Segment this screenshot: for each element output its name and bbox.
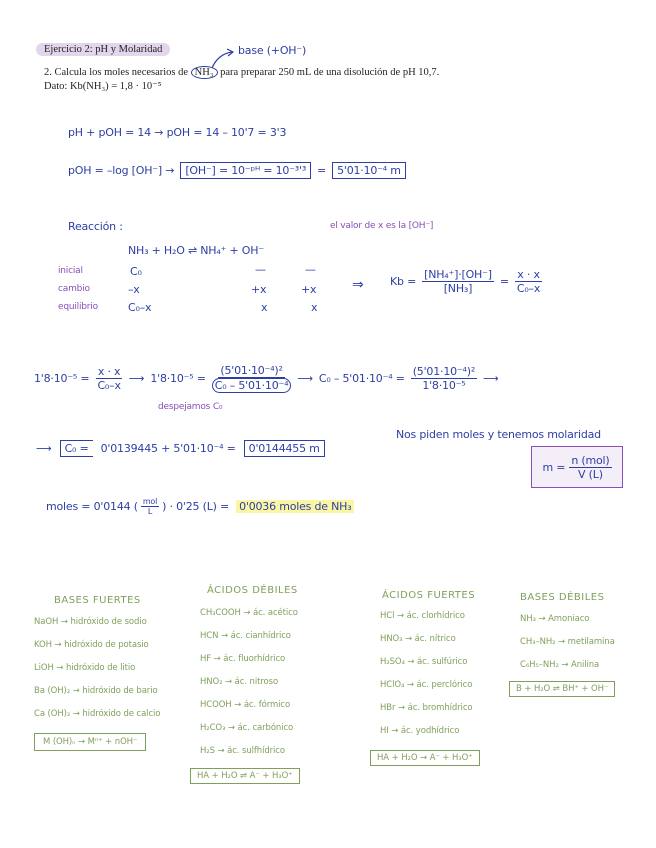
m-denominator: V (L) [578,467,603,481]
circled-compound: NH₃ [191,66,218,79]
f1-numerator: x · x [97,365,121,378]
list-item: HNO₂ → ác. nitroso [200,677,279,687]
moles-note: Nos piden moles y tenemos molaridad [396,428,601,441]
kb-value-b: 1'8·10⁻⁵ = [150,372,206,385]
equals-sign: = [317,164,327,177]
f2-denominator: C₀ – 5'01·10⁻⁴ [212,378,292,393]
kb-denominator: [NH₃] [443,282,473,295]
moles-expression-b: ) · 0'25 (L) = [162,500,230,513]
list-item: C₆H₅–NH₂ → Anilina [520,660,600,670]
f1-denominator: C₀–x [97,379,121,392]
fraction-3 [411,365,477,392]
nh3-cambio: –x [128,283,140,296]
moles-line [46,497,354,516]
list-item: HF → ác. fluorhídrico [200,654,286,664]
molarity-formula-box [531,446,623,488]
arrow-1: ⟶ [128,372,145,385]
kb-numerator: [NH₄⁺]·[OH⁻] [424,268,492,281]
dato-line: Dato: Kb(NH₃) = 1,8 · 10⁻⁵ [44,81,162,92]
co-sum: 0'0139445 + 5'01·10⁻⁴ = [100,442,236,455]
table-title-bases-fuertes: BASES FUERTES [54,595,141,606]
problem-statement [44,67,439,78]
oh-cambio: +x [301,283,317,296]
list-item: HClO₄ → ác. perclórico [380,680,473,690]
nh3-equilibrio: C₀–x [128,301,152,314]
list-item: CH₃–NH₂ → metilamina [520,637,615,647]
list-item: Ba (OH)₂ → hidróxido de bario [34,686,158,696]
statement-number: 2. [44,67,52,78]
co-expression: C₀ – 5'01·10⁻⁴ = [318,372,405,385]
list-item: H₂SO₄ → ác. sulfúrico [380,657,468,667]
co-label-box: C₀ = [60,440,93,457]
table-title-bases-debiles: BASES DÉBILES [520,592,605,603]
kb2-numerator: x · x [517,268,540,281]
poh-definition: pOH = –log [OH⁻] → [68,164,175,177]
row-label-equilibrio: equilibrio [58,302,98,312]
nh4-cambio: +x [251,283,267,296]
general-equation-box: B + H₂O ⇌ BH⁺ + OH⁻ [509,681,615,697]
list-item: LiOH → hidróxido de litio [34,663,136,673]
statement-part-b: para preparar 250 mL de una disolución de pH 10,7. [220,67,440,78]
general-equation-box: HA + H₂O → A⁻ + H₃O⁺ [370,750,480,766]
co-result-line [36,440,325,457]
unit-numerator: mol [142,497,158,506]
oh-inicial: — [305,263,316,276]
oh-result-box: 5'01·10⁻⁴ m [332,162,406,179]
co-result-box: 0'0144455 m [244,440,325,457]
oh-equilibrio: x [311,301,318,314]
reaction-equation: NH₃ + H₂O ⇌ NH₄⁺ + OH⁻ [128,244,264,257]
kb-value-a: 1'8·10⁻⁵ = [34,372,90,385]
moles-result-highlight: 0'0036 moles de NH₃ [236,500,354,513]
list-item: HBr → ác. bromhídrico [380,703,473,713]
list-item: Ca (OH)₂ → hidróxido de calcio [34,709,161,719]
kb-expression [390,268,542,295]
arrow-3: ⟶ [483,372,499,385]
oh-box: [OH⁻] = 10⁻ᵖᴴ = 10⁻³'³ [180,162,311,179]
moles-expression-a: moles = 0'0144 ( [46,500,138,513]
result-arrow: ⟶ [36,442,52,455]
nh4-inicial: — [255,263,266,276]
f3-denominator: 1'8·10⁻⁵ [422,379,466,392]
implies-arrow: ⇒ [352,277,364,293]
unit-fraction [141,497,159,516]
list-item: H₂S → ác. sulfhídrico [200,746,285,756]
kb-fraction [422,268,494,295]
m-label: m = [542,460,566,474]
exercise-tag: Ejercicio 2: pH y Molaridad [36,43,170,56]
general-equation-box: M (OH)ₙ → Mⁿ⁺ + nOH⁻ [34,733,146,751]
oh-concentration-line [68,162,406,179]
x-value-note: el valor de x es la [OH⁻] [330,221,434,231]
unit-denominator: L [147,507,153,516]
general-equation-box: HA + H₂O ⇌ A⁻ + H₃O⁺ [190,768,300,784]
table-title-acidos-fuertes: ÁCIDOS FUERTES [382,590,476,601]
kb-equals: = [499,275,509,288]
nh3-inicial: C₀ [130,265,142,278]
list-item: HI → ác. yodhídrico [380,726,460,736]
list-item: HCl → ác. clorhídrico [380,611,465,621]
list-item: NaOH → hidróxido de sodio [34,617,147,627]
kb-label: Kb = [390,275,417,288]
list-item: NH₃ → Amoniaco [520,614,590,624]
kb2-denominator: C₀–x [516,282,541,295]
f2-numerator: (5'01·10⁻⁴)² [220,364,283,377]
fraction-2 [212,364,292,393]
list-item: H₂CO₃ → ác. carbónico [200,723,294,733]
table-title-acidos-debiles: ÁCIDOS DÉBILES [207,585,298,596]
reaction-title: Reacción : [68,220,123,233]
list-item: HCOOH → ác. fórmico [200,700,291,710]
molarity-fraction [569,454,611,481]
list-item: KOH → hidróxido de potasio [34,640,149,650]
despejamos-note: despejamos C₀ [158,402,223,412]
row-label-cambio: cambio [58,284,90,294]
arrow-2: ⟶ [297,372,313,385]
list-item: HNO₃ → ác. nítrico [380,634,456,644]
row-label-inicial: inicial [58,266,83,276]
f3-numerator: (5'01·10⁻⁴)² [412,365,476,378]
ph-poh-line: pH + pOH = 14 → pOH = 14 – 10'7 = 3'3 [68,126,287,139]
m-numerator: n (mol) [571,453,610,467]
kb-fraction-x [515,268,542,295]
nh4-equilibrio: x [261,301,268,314]
list-item: HCN → ác. cianhídrico [200,631,291,641]
base-note: base (+OH⁻) [238,44,307,57]
list-item: CH₃COOH → ác. acético [200,608,298,618]
fraction-1 [95,365,122,392]
solve-line [34,364,499,393]
statement-part-a: Calcula los moles necesarios de [54,67,189,78]
